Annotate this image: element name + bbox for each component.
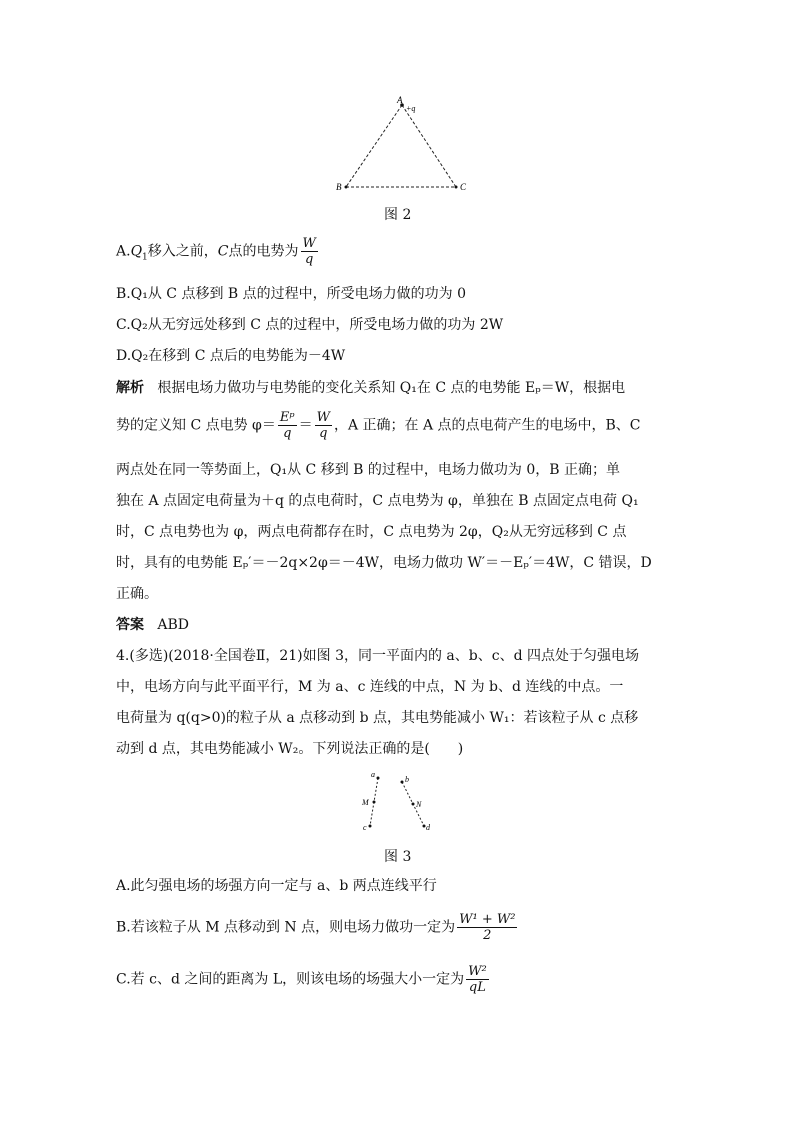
point-n-dot bbox=[412, 803, 415, 806]
triangle-side-ac bbox=[402, 105, 456, 187]
q4-option-a: A.此匀强电场的场强方向一定与 a、b 两点连线平行 bbox=[116, 878, 437, 894]
label-b3: b bbox=[405, 775, 409, 784]
q4-line-4: 动到 d 点，其电势能减小 W₂。下列说法正确的是( ) bbox=[116, 741, 464, 757]
label-c: C bbox=[460, 182, 467, 192]
analysis-line-2: 势的定义知 C 点电势 φ＝ $\frac{\text{Eᵖ}}{q}$ ＝ $\frac{W}{q}$ ，A 正确；在 A 点的点电荷产生的电场中，B、C bbox=[116, 410, 641, 441]
analysis-line-5: 时，C 点电势也为 φ，两点电荷都存在时，C 点电势为 2φ，Q₂从无穷远移到 C 点 bbox=[116, 524, 627, 540]
analysis-line-7: 正确。 bbox=[116, 586, 158, 602]
option-b: B.Q₁从 C 点移到 B 点的过程中，所受电场力做的功为 0 bbox=[116, 286, 466, 302]
point-b-dot bbox=[401, 781, 404, 784]
label-d3: d bbox=[426, 823, 430, 832]
fraction-w1-plus-w2: $\frac{\text{W¹ + W²}}{2}$ bbox=[459, 912, 516, 943]
analysis-label: 解析 bbox=[116, 380, 144, 396]
label-n3: N bbox=[416, 800, 422, 809]
fraction-w2-over-ql: $\frac{\text{W²}}{qL}$ bbox=[468, 964, 487, 995]
option-d: D.Q₂在移到 C 点后的电势能为－4W bbox=[116, 348, 346, 364]
label-a3: a bbox=[371, 770, 375, 779]
point-a-dot bbox=[377, 777, 380, 780]
fraction-ep-over-q: $\frac{\text{Eᵖ}}{q}$ bbox=[279, 410, 295, 441]
option-a: $A.Q_1$移入之前，C点的电势为 $\frac{W}{q}$ bbox=[116, 236, 316, 267]
label-m3: M bbox=[362, 798, 369, 807]
q4-option-b: B.若该粒子从 M 点移动到 N 点，则电场力做功一定为 $\frac{\text{W¹ + W²}}{2}$ bbox=[116, 912, 516, 943]
figure-3-points bbox=[355, 768, 440, 838]
answer-value: ABD bbox=[157, 617, 189, 633]
point-b bbox=[345, 186, 348, 189]
answer-line bbox=[116, 615, 189, 635]
point-c-dot bbox=[369, 825, 372, 828]
fraction-w-over-q-2: $\frac{W}{q}$ bbox=[316, 410, 330, 441]
fraction-w-over-q: $\frac{W}{q}$ bbox=[302, 236, 316, 267]
analysis-line-6: 时，具有的电势能 Eₚ′＝－2q×2φ＝－4W，电场力做功 W′＝－Eₚ′＝4W，C 错误，D bbox=[116, 555, 652, 571]
point-m-dot bbox=[373, 801, 376, 804]
q4-option-c: C.若 c、d 之间的距离为 L，则该电场的场强大小一定为 $\frac{\text{W²}}{qL}$ bbox=[116, 964, 487, 995]
point-c bbox=[455, 186, 458, 189]
figure-3-caption: 图 3 bbox=[384, 849, 412, 865]
label-c3: c bbox=[363, 823, 367, 832]
q4-line-3: 电荷量为 q(q>0)的粒子从 a 点移动到 b 点，其电势能减小 W₁：若该粒子从 c 点移 bbox=[116, 710, 639, 726]
label-b: B bbox=[336, 182, 342, 192]
triangle-side-ab bbox=[346, 105, 402, 187]
q4-line-2: 中，电场方向与此平面平行，M 为 a、c 连线的中点，N 为 b、d 连线的中点。一 bbox=[116, 679, 624, 695]
analysis-line-4: 独在 A 点固定电荷量为＋q 的点电荷时，C 点电势为 φ，单独在 B 点固定点电荷 Q₁ bbox=[116, 493, 639, 509]
answer-label: 答案 bbox=[116, 617, 144, 633]
figure-2-triangle bbox=[330, 95, 470, 197]
analysis-line-3: 两点处在同一等势面上，Q₁从 C 移到 B 的过程中，电场力做功为 0，B 正确；单 bbox=[116, 462, 620, 478]
figure-2-caption: 图 2 bbox=[384, 207, 412, 223]
label-a: A bbox=[397, 95, 403, 105]
label-plus-q: +q bbox=[406, 104, 416, 113]
option-c: C.Q₂从无穷远处移到 C 点的过程中，所受电场力做的功为 2W bbox=[116, 317, 504, 333]
analysis-line-1: 解析 根据电场力做功与电势能的变化关系知 Q₁在 C 点的电势能 Eₚ＝W，根据电 bbox=[116, 380, 626, 396]
q4-line-1: 4.(多选)(2018·全国卷Ⅱ，21)如图 3，同一平面内的 a、b、c、d 四点处于匀强电场 bbox=[116, 648, 639, 664]
